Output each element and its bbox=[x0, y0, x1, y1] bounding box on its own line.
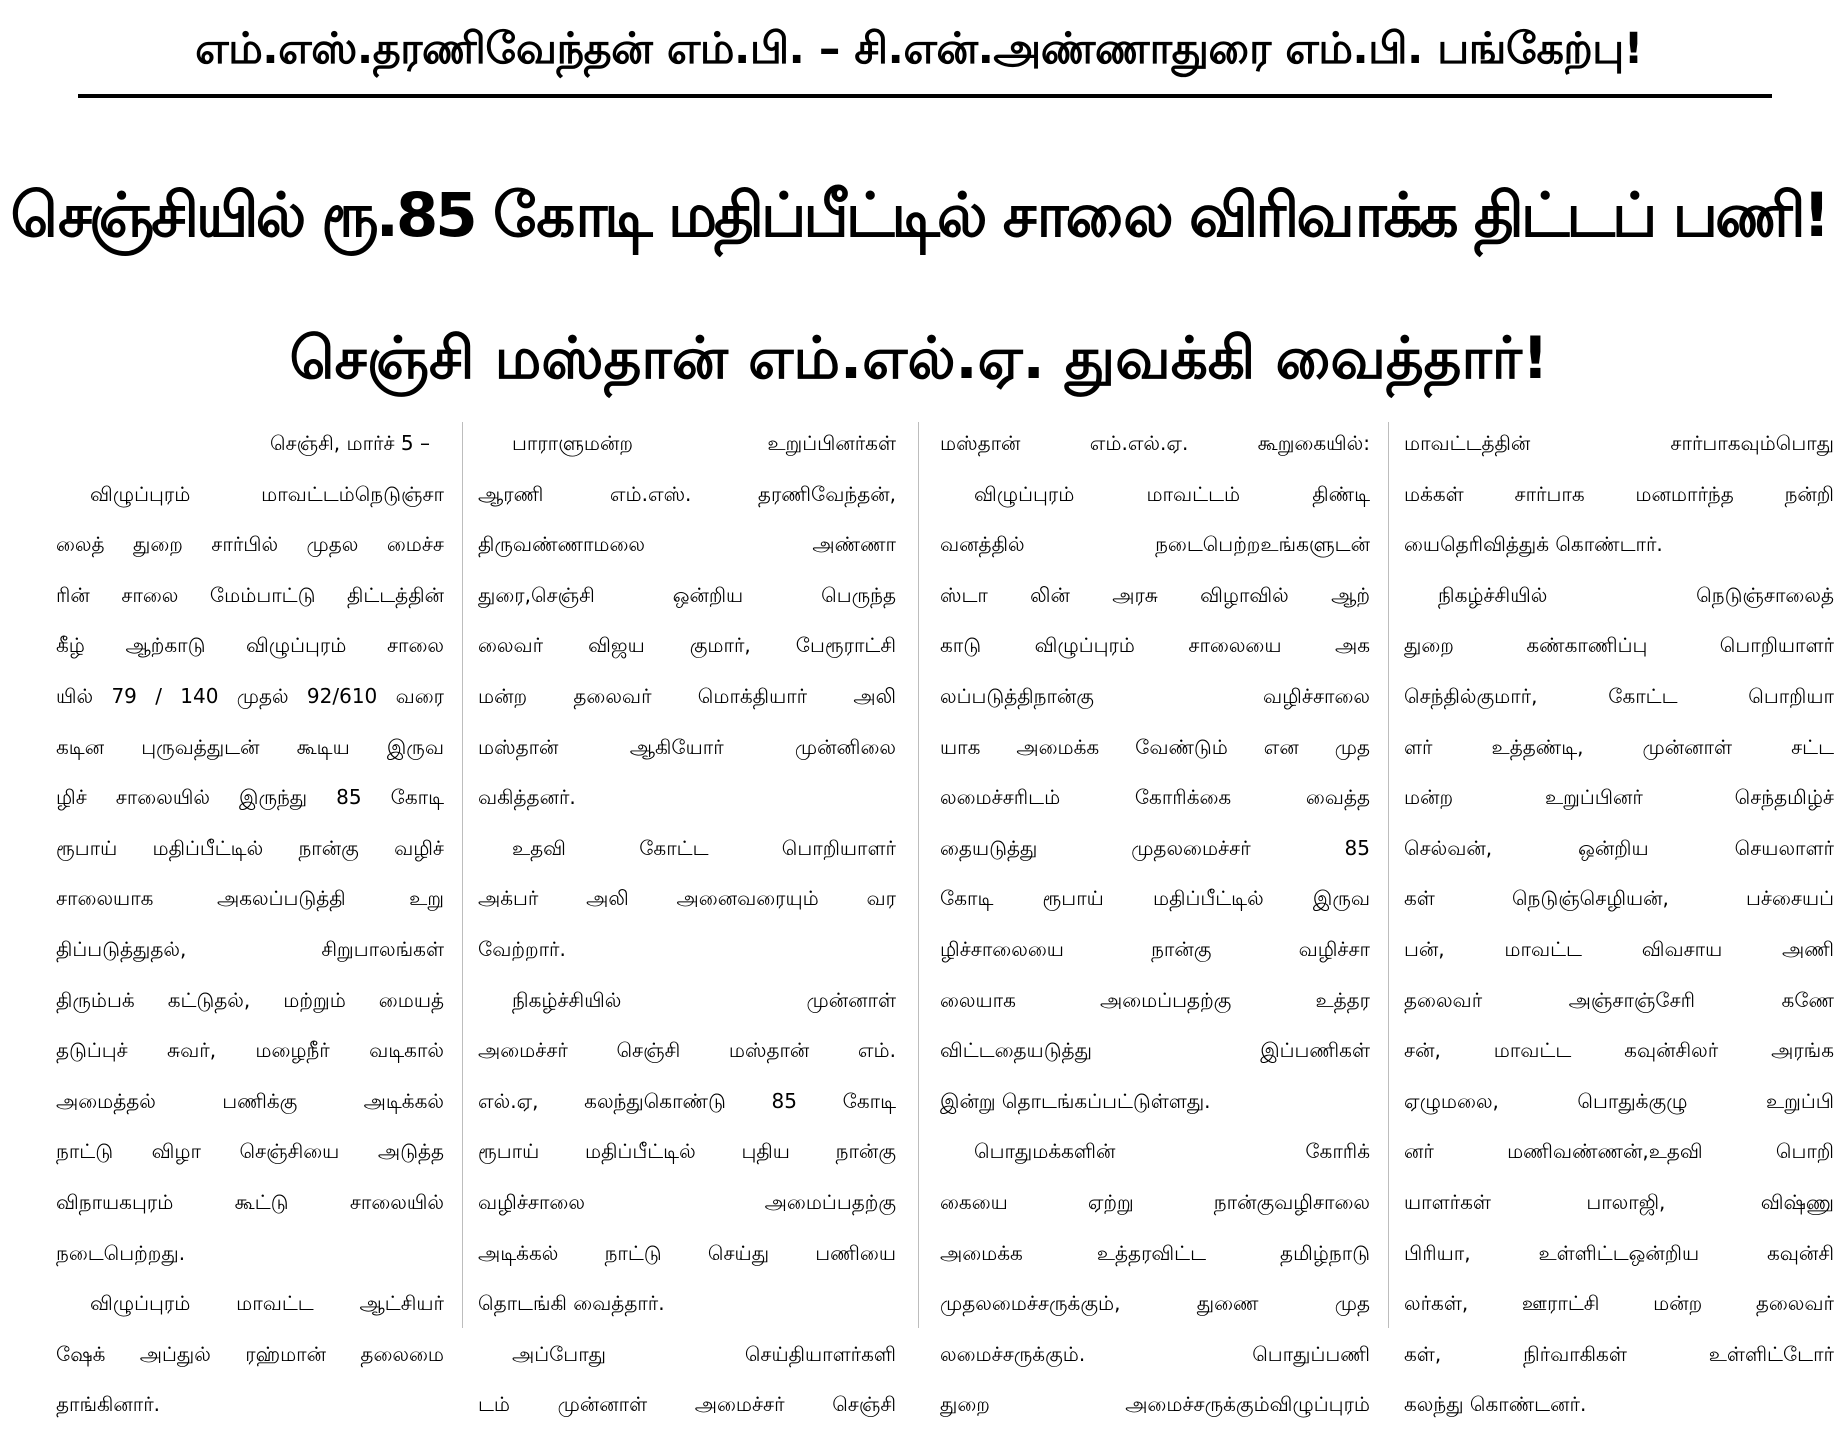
article-line: மாவட்டத்தின் சார்பாகவும்பொது bbox=[1404, 431, 1834, 455]
article-line: ழிச் சாலையில் இருந்து 85 கோடி bbox=[56, 785, 444, 810]
article-line: துரை,செஞ்சி ஒன்றிய பெருந்த bbox=[478, 582, 896, 607]
article-line: கையை ஏற்று நான்குவழிசாலை bbox=[940, 1189, 1370, 1214]
article-line: வேற்றார். bbox=[478, 936, 566, 961]
article-line: துறை கண்காணிப்பு பொறியாளர் bbox=[1404, 633, 1834, 658]
article-column-2 bbox=[478, 418, 896, 1417]
subheadline: செஞ்சி மஸ்தான் எம்.எல்.ஏ. துவக்கி வைத்தார்! bbox=[289, 324, 1549, 392]
article-line: செல்வன், ஒன்றிய செயலாளர் bbox=[1404, 835, 1834, 860]
article-line: திருவண்ணாமலை அண்ணா bbox=[478, 532, 896, 557]
article-column-1 bbox=[56, 418, 444, 1417]
article-line: விழுப்புரம் மாவட்டம்நெடுஞ்சா bbox=[90, 481, 444, 506]
article-line: கோடி ரூபாய் மதிப்பீட்டில் இருவ bbox=[940, 886, 1370, 911]
article-line: மஸ்தான் எம்.எல்.ஏ. கூறுகையில்: bbox=[940, 431, 1370, 455]
article-line: ஆரணி எம்.எஸ். தரணிவேந்தன், bbox=[478, 481, 896, 506]
article-line: திரும்பக் கட்டுதல், மற்றும் மையத் bbox=[56, 987, 444, 1012]
kicker-rule bbox=[78, 94, 1772, 98]
article-line: ரின் சாலை மேம்பாட்டு திட்டத்தின் bbox=[56, 582, 444, 607]
article-line: தையடுத்து முதலமைச்சர் 85 bbox=[940, 835, 1370, 860]
article-line: லைவர் விஜய குமார், பேரூராட்சி bbox=[478, 633, 896, 658]
article-line: விழுப்புரம் மாவட்டம் திண்டி bbox=[974, 481, 1370, 506]
article-line: ரூபாய் மதிப்பீட்டில் நான்கு வழிச் bbox=[56, 835, 444, 860]
article-line: வழிச்சாலை அமைப்பதற்கு bbox=[478, 1189, 896, 1214]
article-line: துறை அமைச்சருக்கும்விழுப்புரம் bbox=[940, 1392, 1370, 1417]
article-line: நிகழ்ச்சியில் நெடுஞ்சாலைத் bbox=[1438, 582, 1834, 607]
article-column-3 bbox=[940, 418, 1370, 1417]
article-line: அமைக்க உத்தரவிட்ட தமிழ்நாடு bbox=[940, 1240, 1370, 1265]
article-line: லப்படுத்திநான்கு வழிச்சாலை bbox=[940, 683, 1370, 708]
article-line: தலைவர் அஞ்சாஞ்சேரி கணே bbox=[1404, 987, 1834, 1012]
article-line: உதவி கோட்ட பொறியாளர் bbox=[512, 835, 896, 860]
article-line: மன்ற உறுப்பினர் செந்தமிழ்ச் bbox=[1404, 785, 1834, 810]
column-rule bbox=[462, 422, 463, 1328]
article-line: நடைபெற்றது. bbox=[56, 1240, 186, 1265]
article-line: திப்படுத்துதல், சிறுபாலங்கள் bbox=[56, 936, 444, 961]
article-line: இன்று தொடங்கப்பட்டுள்ளது. bbox=[940, 1088, 1211, 1113]
dateline: செஞ்சி, மார்ச் 5 – bbox=[269, 431, 430, 455]
article-line: அக்பர் அலி அனைவரையும் வர bbox=[478, 886, 896, 911]
article-line: யாளர்கள் பாலாஜி, விஷ்ணு bbox=[1404, 1189, 1834, 1214]
article-line: ழிச்சாலையை நான்கு வழிச்சா bbox=[940, 936, 1370, 961]
article-line: வனத்தில் நடைபெற்றஉங்களுடன் bbox=[940, 532, 1370, 557]
article-line: அடிக்கல் நாட்டு செய்து பணியை bbox=[478, 1240, 896, 1265]
article-line: ஸ்டா லின் அரசு விழாவில் ஆற் bbox=[940, 582, 1370, 607]
article-line: மக்கள் சார்பாக மனமார்ந்த நன்றி bbox=[1404, 481, 1834, 506]
article-line: எல்.ஏ, கலந்துகொண்டு 85 கோடி bbox=[478, 1088, 896, 1113]
article-line: நாட்டு விழா செஞ்சியை அடுத்த bbox=[56, 1139, 444, 1164]
article-line: பொதுமக்களின் கோரிக் bbox=[974, 1139, 1370, 1164]
article-line: கள், நிர்வாகிகள் உள்ளிட்டோர் bbox=[1404, 1341, 1834, 1366]
article-line: கலந்து கொண்டனர். bbox=[1404, 1392, 1587, 1417]
article-line: லையாக அமைப்பதற்கு உத்தர bbox=[940, 987, 1370, 1012]
article-line: அப்போது செய்தியாளர்களி bbox=[512, 1341, 896, 1366]
article-line: கடின புருவத்துடன் கூடிய இருவ bbox=[56, 734, 444, 759]
article-line: கீழ் ஆற்காடு விழுப்புரம் சாலை bbox=[56, 633, 444, 658]
article-line: நிகழ்ச்சியில் முன்னாள் bbox=[512, 987, 896, 1012]
article-line: யில் 79 / 140 முதல் 92/610 வரை bbox=[56, 683, 444, 708]
article-column-4 bbox=[1404, 418, 1834, 1417]
kicker-line: எம்.எஸ்.தரணிவேந்தன் எம்.பி. – சி.என்.அண்ணாதுரை எம்.பி. பங்கேற்பு! bbox=[195, 24, 1643, 74]
article-line: சன், மாவட்ட கவுன்சிலர் அரங்க bbox=[1404, 1038, 1834, 1063]
article-line: லர்கள், ஊராட்சி மன்ற தலைவர் bbox=[1404, 1291, 1834, 1316]
article-line: னர் மணிவண்ணன்,உதவி பொறி bbox=[1404, 1139, 1834, 1164]
article-line: தடுப்புச் சுவர், மழைநீர் வடிகால் bbox=[56, 1038, 444, 1063]
column-rule bbox=[918, 422, 919, 1328]
article-line: லமைச்சருக்கும். பொதுப்பணி bbox=[940, 1341, 1370, 1366]
article-line: விநாயகபுரம் கூட்டு சாலையில் bbox=[56, 1189, 444, 1214]
article-line: தொடங்கி வைத்தார். bbox=[478, 1291, 665, 1316]
article-line: அமைச்சர் செஞ்சி மஸ்தான் எம். bbox=[478, 1038, 896, 1063]
article-line: ஏழுமலை, பொதுக்குழு உறுப்பி bbox=[1404, 1088, 1834, 1113]
article-line: லைத் துறை சார்பில் முதல மைச்ச bbox=[56, 532, 444, 557]
article-line: மஸ்தான் ஆகியோர் முன்னிலை bbox=[478, 734, 896, 759]
article-line: யாக அமைக்க வேண்டும் என முத bbox=[940, 734, 1370, 759]
article-line: விட்டதையடுத்து இப்பணிகள் bbox=[940, 1038, 1370, 1063]
article-line: மன்ற தலைவர் மொக்தியார் அலி bbox=[478, 683, 896, 708]
article-line: தாங்கினார். bbox=[56, 1392, 161, 1417]
article-line: பன், மாவட்ட விவசாய அணி bbox=[1404, 936, 1834, 961]
article-line: சாலையாக அகலப்படுத்தி உறு bbox=[56, 886, 444, 911]
article-line: ரூபாய் மதிப்பீட்டில் புதிய நான்கு bbox=[478, 1139, 896, 1164]
article-line: வகித்தனர். bbox=[478, 785, 576, 810]
article-line: பிரியா, உள்ளிட்டஒன்றிய கவுன்சி bbox=[1404, 1240, 1834, 1265]
article-line: முதலமைச்சருக்கும், துணை முத bbox=[940, 1291, 1370, 1316]
article-line: யைதெரிவித்துக் கொண்டார். bbox=[1404, 532, 1663, 557]
article-line: டம் முன்னாள் அமைச்சர் செஞ்சி bbox=[478, 1392, 896, 1417]
column-rule bbox=[1388, 422, 1389, 1328]
article-line: லமைச்சரிடம் கோரிக்கை வைத்த bbox=[940, 785, 1370, 810]
article-line: காடு விழுப்புரம் சாலையை அக bbox=[940, 633, 1370, 658]
headline: செஞ்சியில் ரூ.85 கோடி மதிப்பீட்டில் சாலை விரிவாக்க திட்டப் பணி! bbox=[10, 180, 1828, 251]
article-line: ஷேக் அப்துல் ரஹ்மான் தலைமை bbox=[56, 1341, 444, 1366]
article-line: அமைத்தல் பணிக்கு அடிக்கல் bbox=[56, 1088, 444, 1113]
article-line: விழுப்புரம் மாவட்ட ஆட்சியர் bbox=[90, 1291, 444, 1316]
article-line: ளர் உத்தண்டி, முன்னாள் சட்ட bbox=[1404, 734, 1834, 759]
article-line: செந்தில்குமார், கோட்ட பொறியா bbox=[1404, 683, 1834, 708]
article-line: கள் நெடுஞ்செழியன், பச்சையப் bbox=[1404, 886, 1834, 911]
article-line: பாராளுமன்ற உறுப்பினர்கள் bbox=[512, 431, 896, 455]
